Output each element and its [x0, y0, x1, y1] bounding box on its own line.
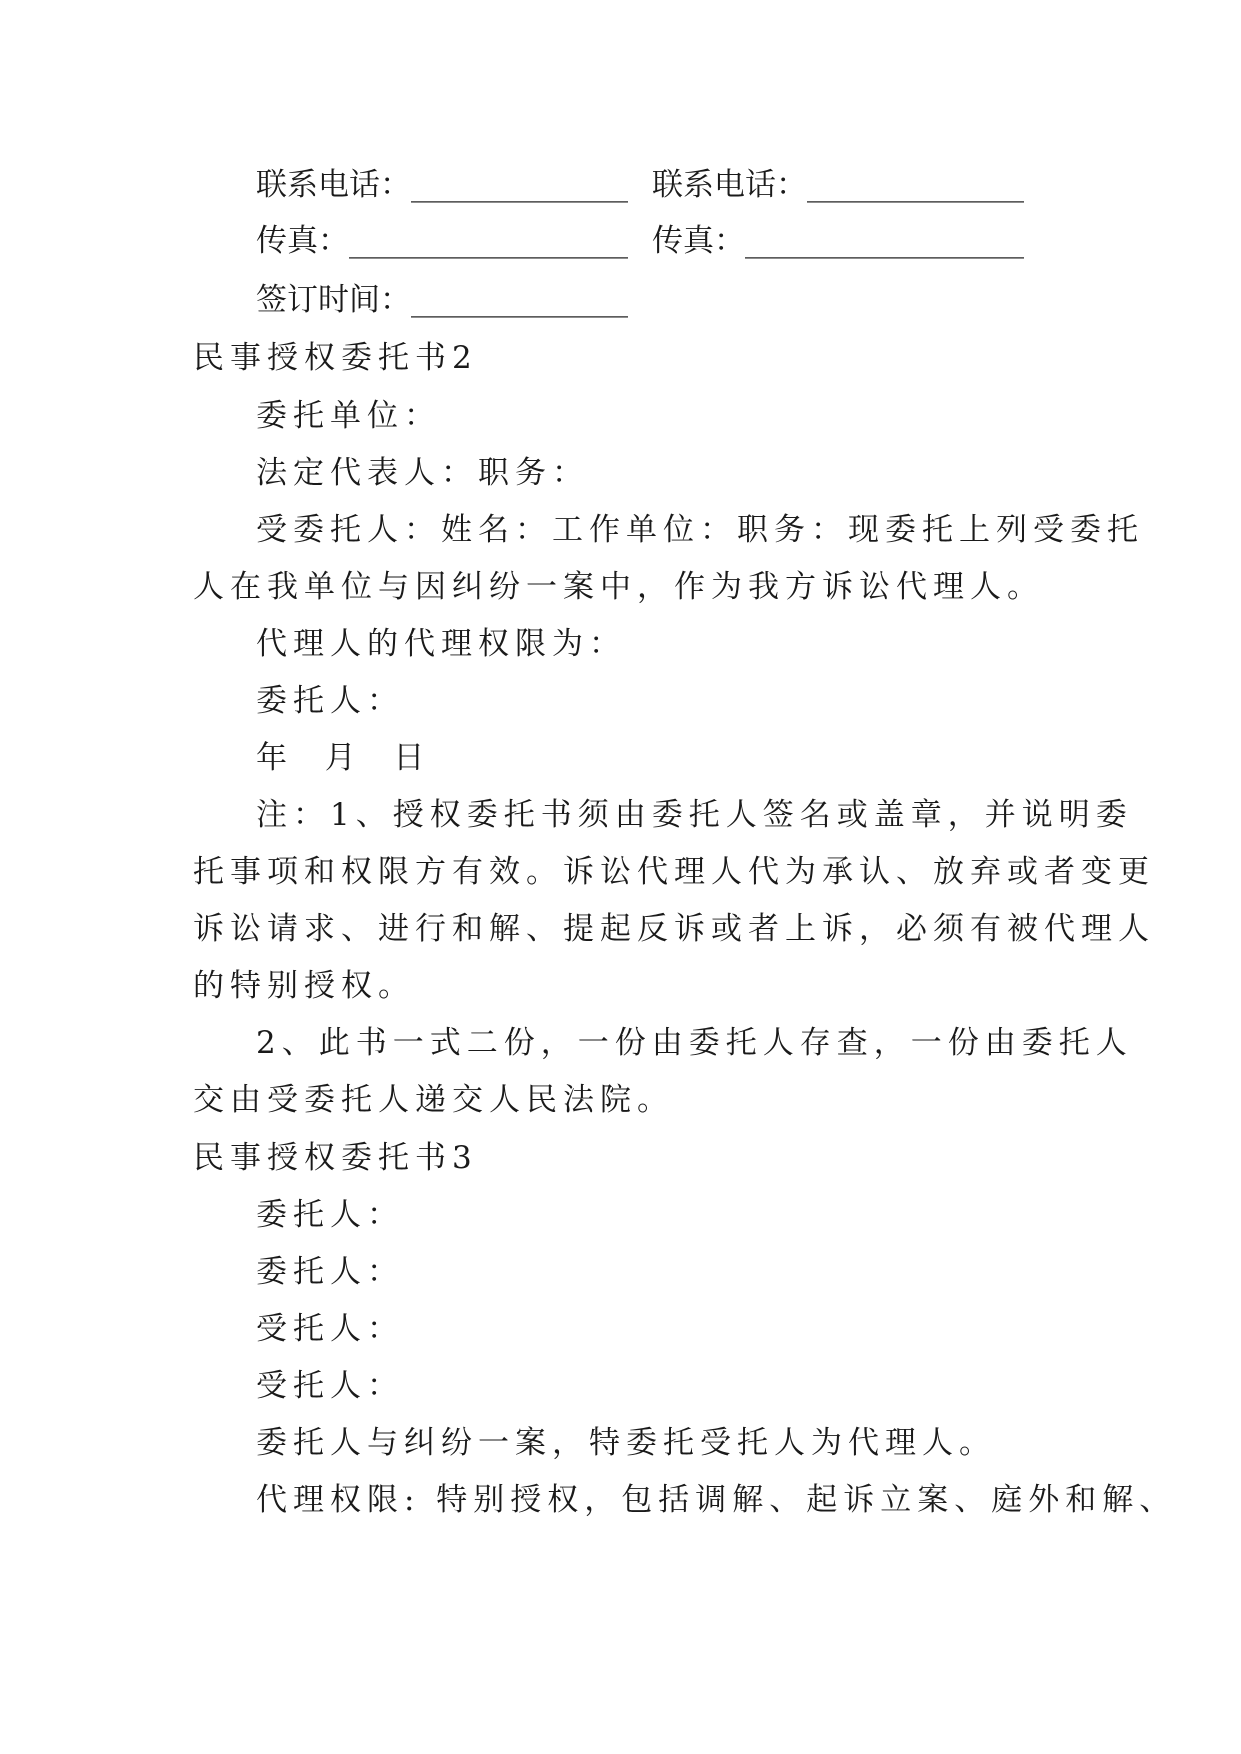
paragraph-line: 委托人： [256, 1197, 404, 1233]
paragraph-line: 交由受委托人递交人民法院。 [193, 1082, 674, 1118]
paragraph-line: 受委托人：姓名：工作单位：职务：现委托上列受委托 [256, 512, 1144, 548]
paragraph-line: 代理人的代理权限为： [256, 626, 626, 662]
contact-fax-left: 传真：__________________ [256, 223, 628, 259]
paragraph-line: 委托单位： [256, 398, 441, 434]
paragraph-line: 委托人： [256, 1254, 404, 1290]
paragraph-line: 委托人： [256, 683, 404, 719]
paragraph-line: 2、此书一式二份，一份由委托人存查，一份由委托人 [256, 1025, 1133, 1061]
paragraph-line: 法定代表人：职务： [256, 455, 589, 491]
paragraph-line: 诉讼请求、进行和解、提起反诉或者上诉，必须有被代理人 [193, 911, 1155, 947]
paragraph-line: 的特别授权。 [193, 968, 415, 1004]
paragraph-line: 受托人： [256, 1368, 404, 1404]
paragraph-line: 人在我单位与因纠纷一案中，作为我方诉讼代理人。 [193, 569, 1044, 605]
contact-sign-time: 签订时间：______________ [256, 282, 628, 318]
contact-phone-left: 联系电话：______________ [256, 167, 628, 203]
paragraph-line: 委托人与纠纷一案，特委托受托人为代理人。 [256, 1425, 996, 1461]
contact-phone-right: 联系电话：______________ [652, 167, 1024, 203]
paragraph-line: 注：1、授权委托书须由委托人签名或盖章，并说明委 [256, 797, 1133, 833]
date-line: 年 月 日 [256, 740, 431, 776]
section2-title: 民事授权委托书2 [193, 340, 478, 376]
section3-title: 民事授权委托书3 [193, 1140, 478, 1176]
paragraph-line: 托事项和权限方有效。诉讼代理人代为承认、放弃或者变更 [193, 854, 1155, 890]
paragraph-line: 受托人： [256, 1311, 404, 1347]
paragraph-line: 代理权限: 特别授权，包括调解、起诉立案、庭外和解、 [256, 1482, 1177, 1518]
contact-fax-right: 传真：__________________ [652, 223, 1024, 259]
